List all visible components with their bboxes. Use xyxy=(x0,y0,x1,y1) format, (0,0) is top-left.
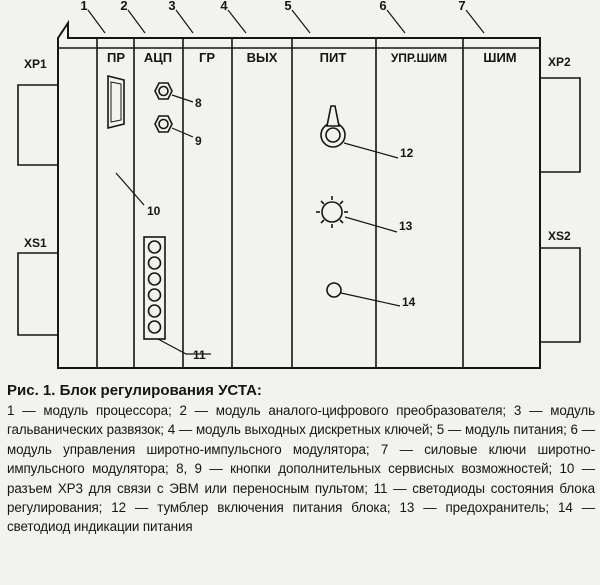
module-label-pwm-ctrl: УПР.ШИМ xyxy=(390,51,448,65)
leader-12 xyxy=(344,143,398,158)
caption-title: Рис. 1. Блок регулирования УСТА: xyxy=(7,382,262,399)
module-label-out: ВЫХ xyxy=(246,50,278,65)
connector-xs1-shape xyxy=(18,253,58,335)
connector-xs2-shape xyxy=(540,248,580,342)
led-3 xyxy=(149,273,161,285)
led-6 xyxy=(149,321,161,333)
callout-number-7: 7 xyxy=(458,0,466,13)
callout-number-5: 5 xyxy=(284,0,292,13)
service-button-8 xyxy=(155,83,172,99)
module-label-pwr: ПИТ xyxy=(319,50,347,65)
item-number-9: 9 xyxy=(195,134,202,148)
enclosure-outline xyxy=(58,23,540,368)
label-xs1: XS1 xyxy=(24,236,47,250)
callout-leader-6 xyxy=(387,10,405,33)
callout-number-4: 4 xyxy=(220,0,228,13)
connector-xp3-inner xyxy=(111,82,121,122)
leader-13 xyxy=(345,217,397,232)
callout-number-2: 2 xyxy=(120,0,128,13)
caption-body: 1 — модуль процессора; 2 — модуль аналого-цифрового преобразователя; 3 — модуль гальванических развязок; 4 — модуль выходных дискретных ключей; 5 — модуль питания; 6 — модуль управления широтно-импульсного модулятора; 7 — силовые ключи широтно-импульсного модулятора; 8, 9 — кнопки дополнительных сервисных возможностей; 10 — разъем ХР3 для связи с ЭВМ или переносным пультом; 11 — светодиоды состояния блока регулирования; 12 — тумблер включения питания блока; 13 — предохранитель; 14 — светодиод индикации питания xyxy=(7,403,595,535)
led-4 xyxy=(149,289,161,301)
fuse xyxy=(316,196,348,228)
item-number-10: 10 xyxy=(147,204,161,218)
callout-number-3: 3 xyxy=(168,0,176,13)
leader-10 xyxy=(116,173,144,205)
label-xs2: XS2 xyxy=(548,229,571,243)
module-label-pr: ПР xyxy=(106,50,126,65)
callout-number-6: 6 xyxy=(379,0,387,13)
connector-xp3-shape xyxy=(108,76,124,128)
figure-caption xyxy=(7,381,595,537)
connector-xp2-shape xyxy=(540,78,580,172)
led-5 xyxy=(149,305,161,317)
callout-leader-3 xyxy=(176,10,193,33)
led-2 xyxy=(149,257,161,269)
power-toggle xyxy=(321,106,345,147)
led-1 xyxy=(149,241,161,253)
label-xp1: XP1 xyxy=(24,57,47,71)
callout-leader-5 xyxy=(292,10,310,33)
callout-leader-2 xyxy=(128,10,145,33)
callout-leader-1 xyxy=(88,10,105,33)
item-number-13: 13 xyxy=(399,219,413,233)
callout-leader-7 xyxy=(466,10,484,33)
module-label-adc: АЦП xyxy=(143,50,173,65)
label-xp2: XP2 xyxy=(548,55,571,69)
service-button-9 xyxy=(155,116,172,132)
connector-xp1-shape xyxy=(18,85,58,165)
item-number-11: 11 xyxy=(193,348,206,362)
power-led xyxy=(327,283,341,297)
leader-14 xyxy=(341,293,400,306)
item-number-12: 12 xyxy=(400,146,414,160)
module-label-gr: ГР xyxy=(198,50,216,65)
item-number-8: 8 xyxy=(195,96,202,110)
callout-leader-4 xyxy=(228,10,246,33)
module-label-pwm: ШИМ xyxy=(483,50,517,65)
callout-number-1: 1 xyxy=(80,0,88,13)
item-number-14: 14 xyxy=(402,295,416,309)
